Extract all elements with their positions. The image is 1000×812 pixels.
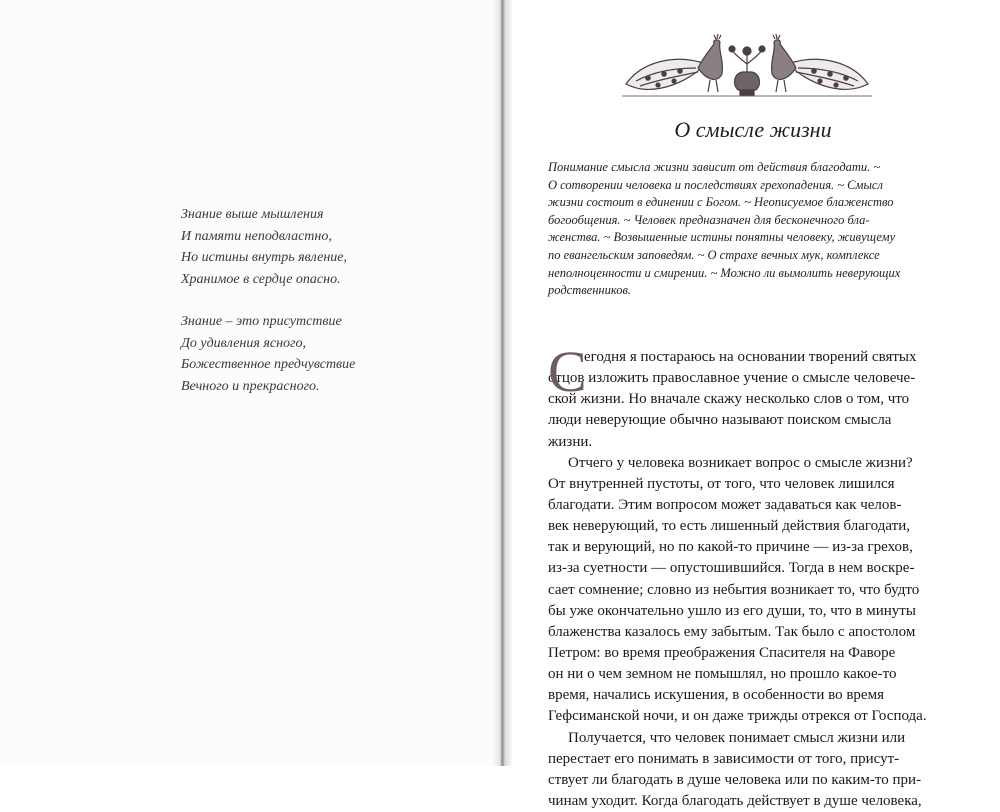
body-line: благодати. Этим вопросом может задаваться как челов-	[548, 496, 902, 513]
left-peacock	[626, 34, 722, 92]
body-line: бы уже окончательно ушло из его души, то, что в минуты	[548, 602, 916, 619]
body-line: От внутренней пустоты, от того, что человек лишился	[548, 475, 895, 492]
paragraph	[548, 339, 951, 453]
body-line: ствует ли благодать в душе человека или по каким-то при-	[548, 771, 922, 788]
body-line: ской жизни. Но вначале скажу несколько слов о том, что	[548, 391, 910, 408]
abstract-line: по евангельским заповедям. ~ О страхе вечных мук, комплексе	[548, 247, 880, 262]
poem-stanza	[181, 204, 355, 290]
body-line: блаженства казалось ему забытым. Так было с апостолом	[548, 623, 916, 640]
abstract-line: О сотворении человека и последствиях грехопадения. ~ Смысл	[548, 177, 883, 192]
poem-line: И памяти неподвластно,	[181, 228, 332, 244]
poem-line: Знание – это присутствие	[181, 314, 342, 329]
abstract-line: богообщения. ~ Человек предназначен для бесконечного бла-	[548, 212, 870, 227]
body-line: из-за суетности — опустошившийся. Тогда в нем воскре-	[548, 560, 915, 577]
right-peacock	[772, 34, 868, 92]
left-page	[0, 0, 502, 766]
chapter-body	[548, 339, 951, 812]
body-line: он ни о чем земном не помышлял, но прошло какое-то	[548, 666, 897, 683]
body-line: чинам уходит. Когда благодать действует в душе человека,	[548, 792, 922, 809]
poem-line: Вечного и прекрасного.	[181, 378, 320, 394]
abstract-line: неполноценности и смирении. ~ Можно ли вымолить неверующих	[548, 265, 901, 280]
poem	[181, 204, 355, 418]
poem-line: Божественное предчувствие	[181, 357, 356, 372]
book-spine-gutter	[491, 0, 513, 766]
body-line: Получается, что человек понимает смысл жизни или	[568, 729, 906, 746]
body-line: егодня я постараюсь на основании творений святых	[584, 349, 917, 365]
peacocks-and-vase-ornament	[618, 34, 876, 108]
body-line: люди неверующие обычно называют поиском смысла	[548, 412, 892, 429]
body-line: время, начались искушения, в особенности во время	[548, 687, 884, 704]
paragraph	[548, 453, 951, 728]
body-line: Петром: во время преображения Спасителя на Фаворе	[548, 644, 896, 661]
chapter-abstract	[548, 159, 948, 300]
poem-line: Знание выше мышления	[181, 207, 324, 222]
abstract-line: жизни состоит в единении с Богом. ~ Неописуемое блаженство	[548, 195, 894, 210]
body-line: так и верующий, но по какой-то причине — из-за грехов,	[548, 539, 913, 556]
poem-line: Но истины внутрь явление,	[181, 250, 347, 265]
poem-stanza	[181, 311, 355, 397]
body-line: перестает его понимать в зависимости от того, присут-	[548, 750, 900, 767]
body-line: жизни.	[548, 433, 593, 450]
abstract-line: Понимание смысла жизни зависит от действия благодати. ~	[548, 160, 881, 174]
paragraph	[548, 728, 951, 812]
body-line: век неверующий, то есть лишенный действия благодати,	[548, 518, 910, 535]
body-line: сает сомнение; словно из небытия возникает то, что будто	[548, 581, 920, 598]
poem-line: Хранимое в сердце опасно.	[181, 271, 341, 287]
drop-cap: С	[548, 339, 587, 404]
vase	[729, 46, 765, 95]
abstract-line: женства. ~ Возвышенные истины понятны человеку, живущему	[548, 230, 896, 245]
poem-line: До удивления ясного,	[181, 335, 306, 351]
body-line: отцов изложить православное учение о смысле человече-	[548, 370, 916, 387]
body-line: Отчего у человека возникает вопрос о смысле жизни?	[568, 454, 913, 471]
abstract-line: родственников.	[548, 283, 632, 298]
body-line: Гефсиманской ночи, и он даже трижды отрекся от Господа.	[548, 708, 927, 725]
chapter-title: О смысле жизни	[674, 117, 832, 142]
